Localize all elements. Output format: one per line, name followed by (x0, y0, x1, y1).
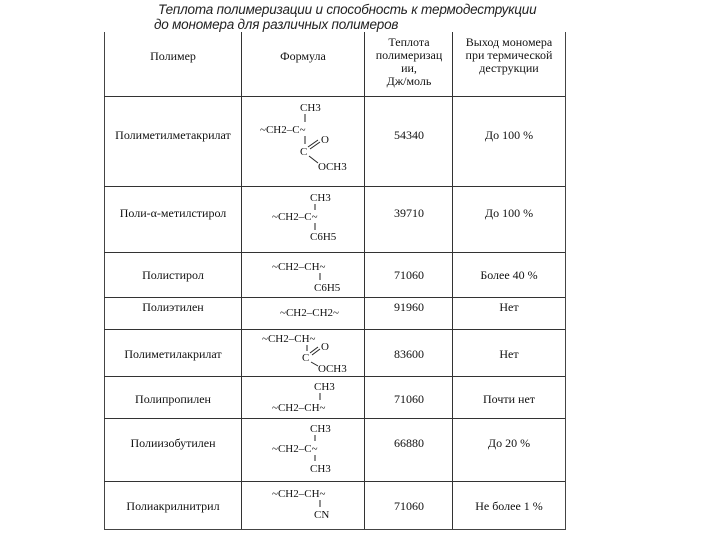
formula-text: ~CH2–C~ (272, 443, 318, 455)
heat-value: 91960 (394, 300, 424, 314)
formula-text: C (302, 352, 310, 364)
polymer-name: Полипропилен (135, 392, 211, 406)
column-divider (452, 32, 453, 529)
formula-pma (262, 331, 362, 381)
header-yield-line: Выход мономера (465, 35, 553, 49)
polymer-name: Полиизобутилен (130, 436, 216, 450)
heat-value: 54340 (394, 128, 424, 142)
formula-text: CH3 (310, 423, 331, 435)
yield-value: Более 40 % (480, 268, 538, 282)
column-divider (241, 32, 242, 529)
heat-value: 71060 (394, 499, 424, 513)
bond-line (310, 142, 320, 149)
formula-text: CH3 (300, 102, 321, 114)
header-heat (366, 36, 452, 88)
formula-text: ~CH2–C~ (260, 124, 306, 136)
header-yield-line: при термической (465, 48, 553, 62)
polymer-name: Полиэтилен (142, 300, 204, 314)
heat-value: 71060 (394, 268, 424, 282)
title-line-1: Теплота полимеризации и способность к термодеструкции (158, 2, 537, 17)
yield-value: Почти нет (482, 392, 536, 406)
yield-value: До 100 % (484, 206, 534, 220)
header-heat-line: Теплота (388, 35, 430, 49)
formula-text: ~CH2–CH2~ (280, 307, 339, 319)
formula-pan (272, 486, 362, 531)
formula-text: O (321, 341, 329, 353)
row-divider (104, 329, 565, 330)
formula-text: OCH3 (318, 161, 347, 173)
formula-pmma (258, 100, 358, 185)
formula-text: ~CH2–CH~ (272, 261, 326, 273)
polymer-name: Полистирол (142, 268, 204, 282)
column-divider (364, 32, 365, 529)
yield-value: Нет (499, 347, 519, 361)
bond-line (312, 349, 320, 355)
yield-value: До 100 % (484, 128, 534, 142)
header-heat-line: ии, (401, 61, 417, 75)
heat-value: 83600 (394, 347, 424, 361)
formula-ps (270, 256, 360, 301)
formula-text: ~CH2–CH~ (262, 333, 316, 345)
formula-text: CH3 (310, 463, 331, 475)
header-yield (454, 36, 564, 75)
polymer-name: Полиметилакрилат (124, 347, 222, 361)
bond-line (308, 140, 318, 147)
yield-value: Нет (499, 300, 519, 314)
polymer-name: Полиметилметакрилат (115, 128, 231, 142)
heat-value: 39710 (394, 206, 424, 220)
row-divider (104, 96, 565, 97)
yield-value: Не более 1 % (475, 499, 543, 513)
formula-text: O (321, 134, 329, 146)
formula-text: CH3 (310, 192, 331, 204)
header-formula: Формула (280, 49, 326, 63)
formula-text: OCH3 (318, 363, 347, 375)
title-line-2: до мономера для различных полимеров (154, 17, 399, 32)
bond-line (311, 362, 318, 366)
formula-pe (280, 304, 370, 329)
header-heat-line: полимеризац (375, 48, 443, 62)
heat-value: 66880 (394, 436, 424, 450)
polymer-name: Поли-α-метилстирол (119, 206, 227, 220)
heat-value: 71060 (394, 392, 424, 406)
formula-text: ~CH2–CH~ (272, 488, 326, 500)
formula-text: CN (314, 509, 330, 521)
row-divider (104, 186, 565, 187)
formula-text: C (300, 146, 308, 158)
formula-text: C6H5 (310, 231, 337, 243)
page-title (150, 2, 570, 32)
formula-text: C6H5 (314, 282, 341, 294)
bond-line (310, 347, 318, 353)
bond-line (309, 156, 318, 163)
header-polymer: Полимер (150, 49, 196, 63)
formula-pib (270, 421, 360, 484)
formula-text: ~CH2–C~ (272, 211, 318, 223)
header-heat-line: Дж/моль (386, 74, 432, 88)
formula-pams (270, 190, 360, 255)
polymer-name: Полиакрилнитрил (126, 499, 220, 513)
formula-pp (270, 379, 360, 424)
formula-text: CH3 (314, 381, 335, 393)
formula-text: ~CH2–CH~ (272, 402, 326, 414)
header-yield-line: деструкции (479, 61, 539, 75)
yield-value: До 20 % (487, 436, 531, 450)
